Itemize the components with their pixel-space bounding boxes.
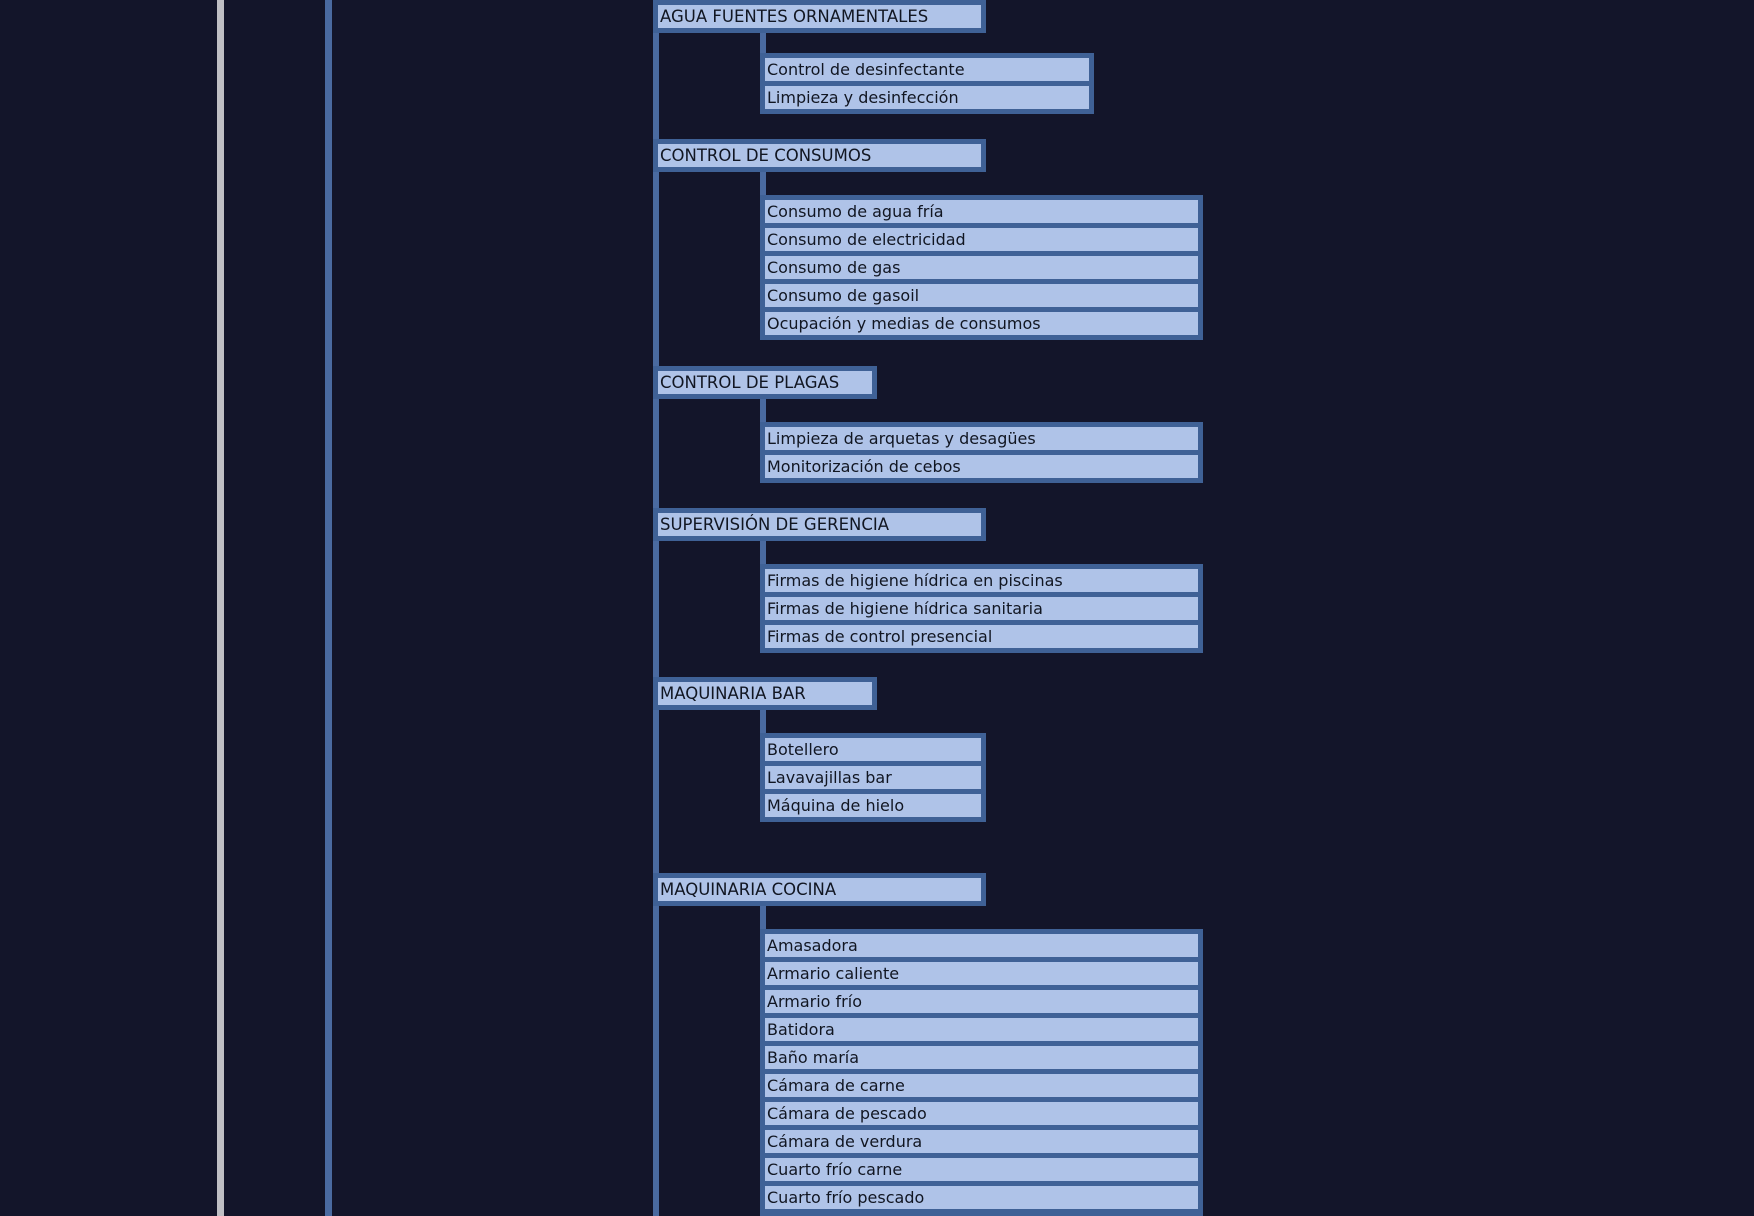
group-header-box [653, 677, 877, 710]
group-title: AGUA FUENTES ORNAMENTALES [658, 5, 981, 28]
tree-connector-level-2 [325, 0, 332, 1216]
list-item: Cámara de carne [765, 1074, 1198, 1097]
list-item: Ocupación y medias de consumos [765, 312, 1198, 335]
group-title: MAQUINARIA COCINA [658, 878, 981, 901]
list-item: Consumo de agua fría [765, 200, 1198, 223]
list-item: Control de desinfectante [765, 58, 1089, 81]
list-item: Firmas de higiene hídrica en piscinas [765, 569, 1198, 592]
list-item: Cámara de verdura [765, 1130, 1198, 1153]
list-item: Lavavajillas bar [765, 766, 981, 789]
group-title: MAQUINARIA BAR [658, 682, 872, 705]
group-header-box [653, 0, 986, 33]
list-item: Limpieza de arquetas y desagües [765, 427, 1198, 450]
item-list-box [760, 929, 1203, 1216]
item-list-box [760, 422, 1203, 483]
item-list-box [760, 195, 1203, 340]
list-item: Cuarto frío carne [765, 1158, 1198, 1181]
group-title: CONTROL DE PLAGAS [658, 371, 872, 394]
list-item: Armario frío [765, 990, 1198, 1013]
list-item: Batidora [765, 1018, 1198, 1041]
group-header-box [653, 873, 986, 906]
branch-connector [760, 395, 766, 425]
list-item: Firmas de control presencial [765, 625, 1198, 648]
group-header-box [653, 508, 986, 541]
list-item: Consumo de electricidad [765, 228, 1198, 251]
list-item: Firmas de higiene hídrica sanitaria [765, 597, 1198, 620]
list-item: Monitorización de cebos [765, 455, 1198, 478]
list-item: Limpieza y desinfección [765, 86, 1089, 109]
item-list-box [760, 53, 1094, 114]
list-item: Amasadora [765, 934, 1198, 957]
list-item: Baño maría [765, 1046, 1198, 1069]
branch-connector [760, 706, 766, 736]
group-header-box [653, 366, 877, 399]
list-item: Máquina de hielo [765, 794, 981, 817]
group-title: CONTROL DE CONSUMOS [658, 144, 981, 167]
tree-connector-level-1 [217, 0, 224, 1216]
group-header-box [653, 139, 986, 172]
item-list-box [760, 564, 1203, 653]
list-item: Consumo de gasoil [765, 284, 1198, 307]
list-item: Consumo de gas [765, 256, 1198, 279]
list-item: Cuarto frío pescado [765, 1186, 1198, 1209]
branch-connector [760, 537, 766, 567]
tree-connector-level-3 [653, 0, 659, 1216]
list-item: Botellero [765, 738, 981, 761]
group-title: SUPERVISIÓN DE GERENCIA [658, 513, 981, 536]
list-item: Cámara de pescado [765, 1102, 1198, 1125]
branch-connector [760, 902, 766, 932]
branch-connector [760, 168, 766, 198]
list-item: Armario caliente [765, 962, 1198, 985]
item-list-box [760, 733, 986, 822]
